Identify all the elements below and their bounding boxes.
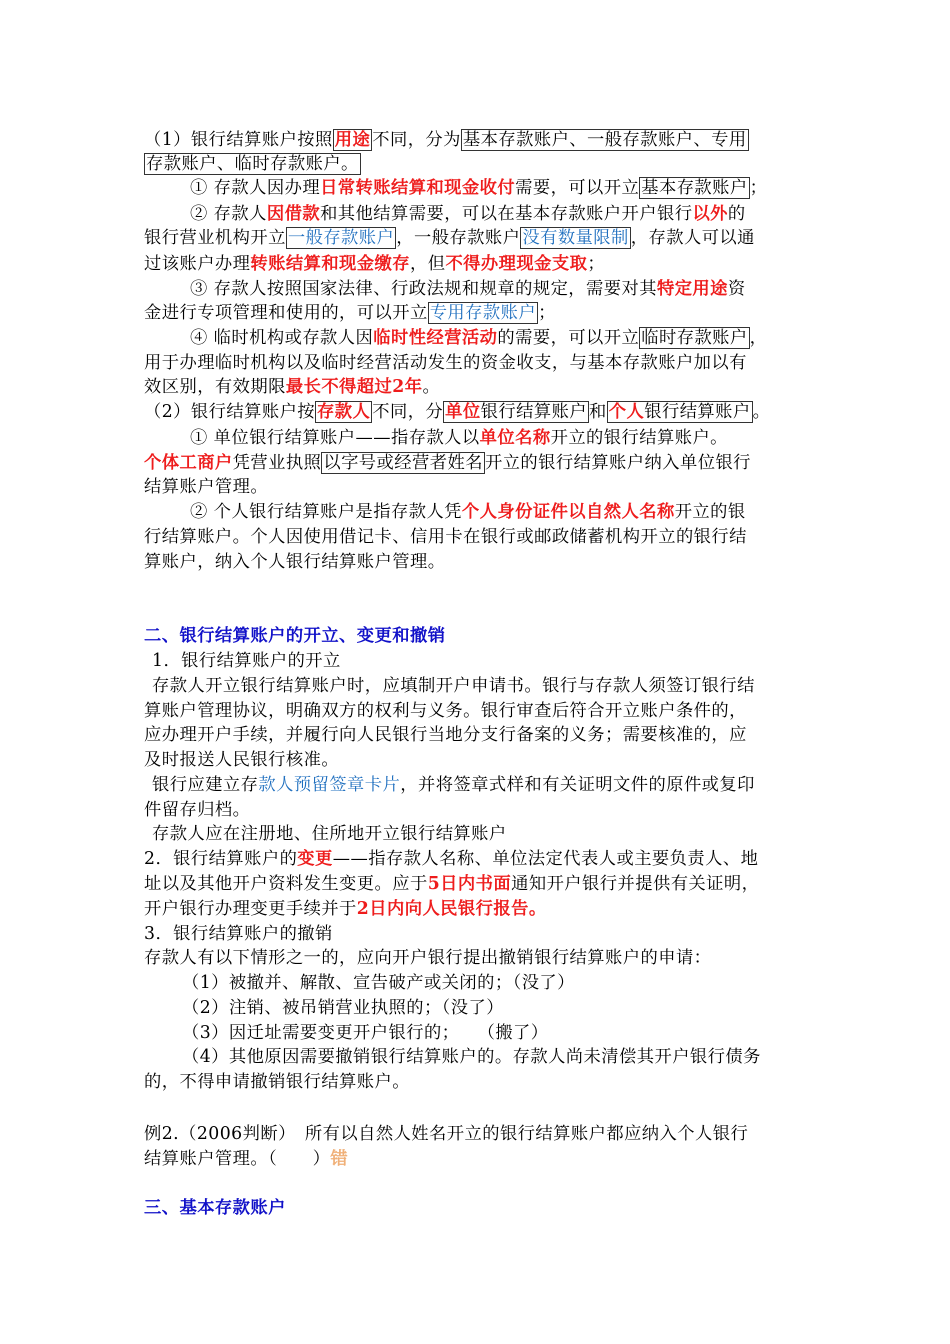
s2-item-2: （2）注销、被吊销营业执照的；（没了） <box>182 998 504 1018</box>
s2-para-2: 算账户管理协议，明确双方的权利与义务。银行审查后符合开立账户条件的， <box>144 701 747 721</box>
s1-line-18: 算账户，纳入个人银行结算账户管理。 <box>144 552 446 572</box>
s2-para-10: 存款人有以下情形之一的，应向开户银行提出撤销银行结算账户的申请： <box>144 948 712 968</box>
s1-line-5: 银行营业机构开立 一般存款账户 ，一般存款账户 没有数量限制 ，存款人可以通 <box>144 228 755 248</box>
s1-line-7: ③ 存款人按照国家法律、行政法规和规章的规定，需要对其特定用途资 <box>190 279 746 299</box>
section-2-heading: 二、银行结算账户的开立、变更和撤销 <box>144 626 446 646</box>
s2-subheading-1: 1．银行结算账户的开立 <box>152 651 341 671</box>
s1-line-3: ① 存款人因办理日常转账结算和现金收付需要，可以开立 基本存款账户 ； <box>190 178 768 198</box>
s1-line-9: ④ 临时机构或存款人因临时性经营活动的需要，可以开立 临时存款账户 ， <box>190 328 768 348</box>
s2-para-3: 应办理开户手续，并履行向人民银行当地分支行备案的义务；需要核准的，应 <box>144 725 747 745</box>
s2-para-6: 件留存归档。 <box>144 800 251 820</box>
s1-line-15: 结算账户管理。 <box>144 477 269 497</box>
s1-line-16: ② 个人银行结算账户是指存款人凭个人身份证件以自然人名称开立的银 <box>190 502 746 522</box>
example-question-cont: 结算账户管理。（ ）错 <box>144 1149 349 1169</box>
s2-item-1: （1）被撤并、解散、宣告破产或关闭的；（没了） <box>182 973 575 993</box>
s2-para-5: 银行应建立存款人预留签章卡片，并将签章式样和有关证明文件的原件或复印 <box>152 775 755 795</box>
s2-para-7: 存款人应在注册地、住所地开立银行结算账户 <box>152 824 507 844</box>
s1-line-1: （1）银行结算账户按照 用途 不同，分为 基本存款账户、一般存款账户、专用 <box>144 130 747 150</box>
s1-line-11: 效区别，有效期限最长不得超过2年。 <box>144 377 441 397</box>
s1-line-17: 行结算账户。个人因使用借记卡、信用卡在银行或邮政储蓄机构开立的银行结 <box>144 527 747 547</box>
s1-line-10: 用于办理临时机构以及临时经营活动发生的资金收支，与基本存款账户加以有 <box>144 353 747 373</box>
s1-line-12: （2）银行结算账户按 存款人 不同，分 单位银行结算账户 和 个人银行结算账户 。 <box>144 402 771 422</box>
s2-para-1: 存款人开立银行结算账户时，应填制开户申请书。银行与存款人须签订银行结 <box>152 676 755 696</box>
s2-para-8: 址以及其他开户资料发生变更。应于5日内书面通知开户银行并提供有关证明， <box>144 874 760 894</box>
s1-line-8: 金进行专项管理和使用的，可以开立 专用存款账户 ； <box>144 303 556 323</box>
s2-subheading-2: 2．银行结算账户的变更——指存款人名称、单位法定代表人或主要负责人、地 <box>144 849 759 869</box>
s1-line-13: ① 单位银行结算账户——指存款人以单位名称开立的银行结算账户。 <box>190 428 728 448</box>
section-3-heading: 三、基本存款账户 <box>144 1198 286 1218</box>
s2-item-4: （4）其他原因需要撤销银行结算账户的。存款人尚未清偿其开户银行债务 <box>182 1047 761 1067</box>
s1-line-6: 过该账户办理转账结算和现金缴存，但不得办理现金支取； <box>144 254 606 274</box>
s1-line-14: 个体工商户凭营业执照 以字号或经营者姓名 开立的银行结算账户纳入单位银行 <box>144 453 751 473</box>
s2-para-9: 开户银行办理变更手续并于2日内向人民银行报告。 <box>144 899 547 919</box>
example-answer: 错 <box>330 1149 349 1169</box>
s1-line-4: ② 存款人因借款和其他结算需要，可以在基本存款账户开户银行以外的 <box>190 204 746 224</box>
example-question: 例2.（2006判断） 所有以自然人姓名开立的银行结算账户都应纳入个人银行 <box>144 1124 749 1144</box>
s2-item-3: （3）因迁址需要变更开户银行的； （搬了） <box>182 1023 549 1043</box>
s2-item-4-cont: 的，不得申请撤销银行结算账户。 <box>144 1072 410 1092</box>
s2-subheading-3: 3．银行结算账户的撤销 <box>144 924 333 944</box>
s1-line-2: 存款账户、临时存款账户。 <box>146 154 359 174</box>
s2-para-4: 及时报送人民银行核准。 <box>144 750 340 770</box>
